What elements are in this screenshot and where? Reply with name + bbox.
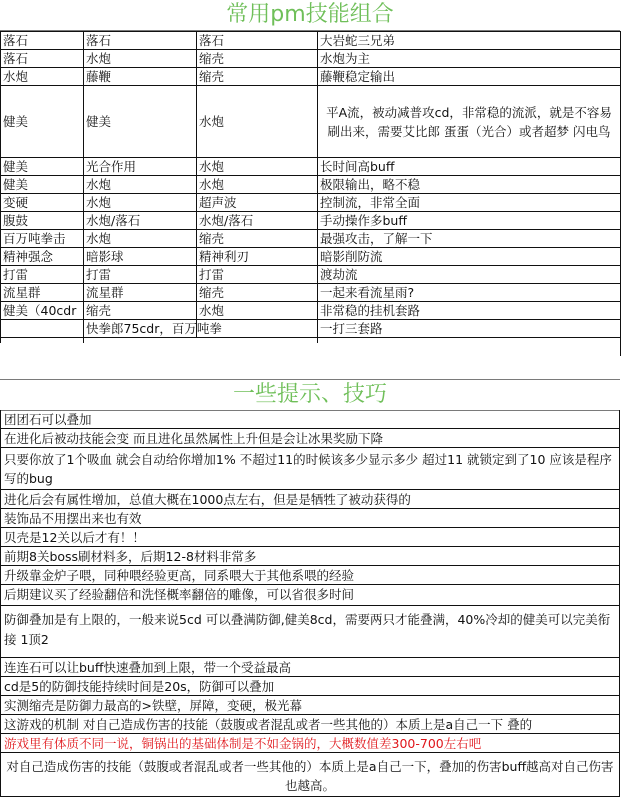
table-cell: 健美: [1, 176, 84, 194]
table-cell: 落石: [1, 50, 84, 68]
table-cell: 落石: [197, 32, 318, 50]
table-cell: 水炮/落石: [84, 212, 197, 230]
table-cell: 一打三套路: [318, 320, 621, 338]
table-cell: 水炮: [197, 158, 318, 176]
table-row: [1, 50, 621, 68]
table-cell: 水炮: [84, 194, 197, 212]
table-cell: 渡劫流: [318, 266, 621, 284]
table-row: [1, 194, 621, 212]
table-cell: 大岩蛇三兄弟: [318, 32, 621, 50]
table-cell: 打雷: [197, 266, 318, 284]
table-cell: 藤鞭稳定输出: [318, 68, 621, 86]
table-cell: 百万吨拳击: [1, 230, 84, 248]
table-row: [1, 320, 621, 338]
table-cell: 缩壳: [197, 50, 318, 68]
table-cell: 最强攻击，了解一下: [318, 230, 621, 248]
table-cell: 流星群: [1, 284, 84, 302]
list-item: 前期8关boss刷材料多，后期12-8材料非常多: [0, 547, 620, 566]
table-row: [1, 248, 621, 266]
list-item: 对自己造成伤害的技能（鼓腹或者混乱或者一些其他的）本质上是a自己一下，叠加的伤害buff越高对自己伤害也越高。: [0, 753, 620, 797]
list-item-highlight: 游戏里有体质不同一说，铜锅出的基础体制是不如金锅的，大概数值差300-700左右吧: [0, 734, 620, 753]
section-title-tips: 一些提示、技巧: [0, 379, 620, 411]
list-item: 实测缩壳是防御力最高的>铁壁，屏障，变硬，极光幕: [0, 696, 620, 715]
table-cell: 打雷: [84, 266, 197, 284]
table-row: [1, 230, 621, 248]
table-row: [1, 212, 621, 230]
table-cell: 落石: [1, 32, 84, 50]
list-item: 进化后会有属性增加，总值大概在1000点左右，但是是牺牲了被动获得的: [0, 490, 620, 509]
list-item: 装饰品不用摆出来也有效: [0, 509, 620, 528]
table-cell: 精神强念: [1, 248, 84, 266]
table-cell: 水炮: [197, 86, 318, 158]
table-cell: 落石: [84, 32, 197, 50]
table-row: [1, 68, 621, 86]
section-title-combos: 常用pm技能组合: [0, 0, 620, 31]
list-item: 只要你放了1个吸血 就会自动给你增加1% 不超过11的时候该多少显示多少 超过11 就锁定到了10 应该是程序写的bug: [0, 448, 620, 490]
table-cell: 光合作用: [84, 158, 197, 176]
table-cell: 打雷: [1, 266, 84, 284]
combo-table: [0, 31, 621, 356]
table-cell: 水炮: [197, 176, 318, 194]
table-cell: 缩壳: [197, 68, 318, 86]
table-cell: 水炮: [84, 230, 197, 248]
table-cell: 非常稳的挂机套路: [318, 302, 621, 320]
table-cell: 水炮: [84, 176, 197, 194]
table-cell: 水炮: [197, 302, 318, 320]
table-cell: 水炮: [84, 50, 197, 68]
list-item: cd是5的防御技能持续时间是20s，防御可以叠加: [0, 677, 620, 696]
table-cell: 手动操作多buff: [318, 212, 621, 230]
list-item: 在进化后被动技能会变 而且进化虽然属性上升但是会让冰果奖励下降: [0, 429, 620, 448]
table-cell: 一起来看流星雨?: [318, 284, 621, 302]
table-cell: 水炮: [1, 68, 84, 86]
table-cell: 长时间高buff: [318, 158, 621, 176]
table-cell: 藤鞭: [84, 68, 197, 86]
table-cell: 控制流，非常全面: [318, 194, 621, 212]
table-row: [1, 158, 621, 176]
list-item: 后期建议买了经验翻倍和洗怪概率翻倍的雕像，可以省很多时间: [0, 585, 620, 606]
table-cell: 缩壳: [197, 230, 318, 248]
table-cell: 健美: [1, 86, 84, 158]
list-item: 团团石可以叠加: [0, 410, 620, 429]
table-cell: 健美: [84, 86, 197, 158]
list-item: 这游戏的机制 对自己造成伤害的技能（鼓腹或者混乱或者一些其他的）本质上是a自己一下 叠的: [0, 715, 620, 734]
table-row: [1, 266, 621, 284]
table-row: [1, 32, 621, 50]
table-cell: [1, 320, 84, 338]
table-cell: 快拳郎75cdr，百万吨拳: [84, 320, 197, 338]
list-item: 连连石可以让buff快速叠加到上限，带一个受益最高: [0, 658, 620, 677]
table-cell: 水炮为主: [318, 50, 621, 68]
table-cell: 缩壳: [84, 302, 197, 320]
table-cell: 缩壳: [197, 284, 318, 302]
table-cell: 健美（40cdr: [1, 302, 84, 320]
list-item: 防御叠加是有上限的，一般来说5cd 可以叠满防御,健美8cd，需要两只才能叠满，40%冷却的健美可以完美衔接 1顶2: [0, 606, 620, 658]
table-cell: 变硬: [1, 194, 84, 212]
list-item: 升级靠金炉子喂，同种喂经验更高，同系喂大于其他系喂的经验: [0, 566, 620, 585]
table-cell: 流星群: [84, 284, 197, 302]
table-row: [1, 302, 621, 320]
table-cell: 暗影球: [84, 248, 197, 266]
table-row: [1, 176, 621, 194]
table-row: [1, 284, 621, 302]
table-cell: 精神利刃: [197, 248, 318, 266]
table-cell: 健美: [1, 158, 84, 176]
table-cell: 暗影削防流: [318, 248, 621, 266]
table-cell: 腹鼓: [1, 212, 84, 230]
table-row: [1, 86, 621, 158]
table-cell: 极限输出，略不稳: [318, 176, 621, 194]
table-cell: 平A流，被动减普攻cd，非常稳的流派，就是不容易刷出来，需要艾比郎 蛋蛋（光合）或者超梦 闪电鸟: [318, 86, 621, 158]
tips-list: [0, 410, 620, 797]
table-cell: 水炮/落石: [197, 212, 318, 230]
table-cell: 超声波: [197, 194, 318, 212]
list-item: 贝壳是12关以后才有！！: [0, 528, 620, 547]
blank-gap: [0, 343, 620, 379]
